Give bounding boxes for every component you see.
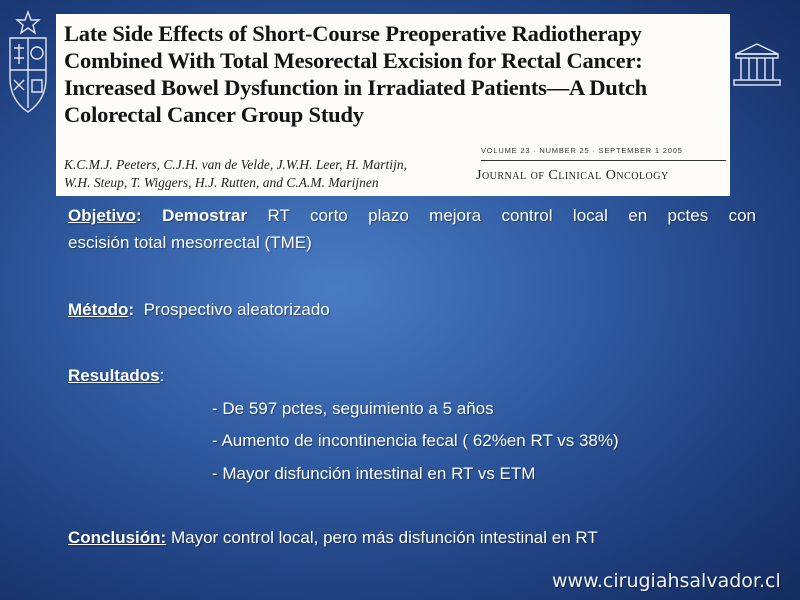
conclusion-text: Mayor control local, pero más disfunción intestinal en RT — [170, 528, 598, 547]
objetivo-keyword: Demostrar — [162, 206, 248, 225]
conclusion-label: Conclusión: — [68, 528, 167, 547]
metodo-line — [68, 300, 330, 320]
objetivo-text-1: RT corto plazo mejora control local en pctes con — [267, 206, 756, 225]
resultado-item-3: - Mayor disfunción intestinal en RT vs ETM — [212, 464, 536, 483]
resultado-item-2: - Aumento de incontinencia fecal ( 62%en RT vs 38%) — [212, 431, 619, 450]
website-url: www.cirugiahsalvador.cl — [552, 570, 781, 592]
resultado-item-1: - De 597 pctes, seguimiento a 5 años — [212, 399, 494, 418]
paper-authors — [64, 156, 464, 192]
paper-header — [56, 14, 730, 196]
objetivo-line-1 — [68, 206, 756, 226]
journal-divider — [481, 160, 726, 161]
volume-info: VOLUME 23 · NUMBER 25 · SEPTEMBER 1 2005 — [481, 146, 683, 155]
resultados-sep: : — [159, 366, 165, 385]
metodo-label: Método — [68, 300, 129, 319]
objetivo-line-2: escisión total mesorrectal (TME) — [68, 233, 312, 252]
hospital-building-icon — [732, 40, 782, 88]
resultados-label: Resultados — [68, 366, 160, 385]
metodo-sep: : — [128, 300, 135, 319]
conclusion-line — [68, 528, 598, 548]
journal-name: Journal of Clinical Oncology — [476, 168, 669, 183]
objetivo-label: Objetivo — [68, 206, 137, 225]
authors-line-1: K.C.M.J. Peeters, C.J.H. van de Velde, J.W.H. Leer, H. Martijn, — [64, 157, 407, 172]
university-crest-icon — [2, 8, 54, 118]
metodo-text: Prospectivo aleatorizado — [143, 300, 330, 319]
resultados-line — [68, 366, 164, 386]
authors-line-2: W.H. Steup, T. Wiggers, H.J. Rutten, and C.A.M. Marijnen — [64, 175, 379, 190]
objetivo-sep: : — [136, 206, 142, 225]
paper-title: Late Side Effects of Short-Course Preoperative Radiotherapy Combined With Total Mesorectal Excision for Rectal Cancer: Increased Bowel Dysfunction in Irradiated Patients—A Dutch Colorectal Cancer Group Study — [64, 21, 647, 127]
